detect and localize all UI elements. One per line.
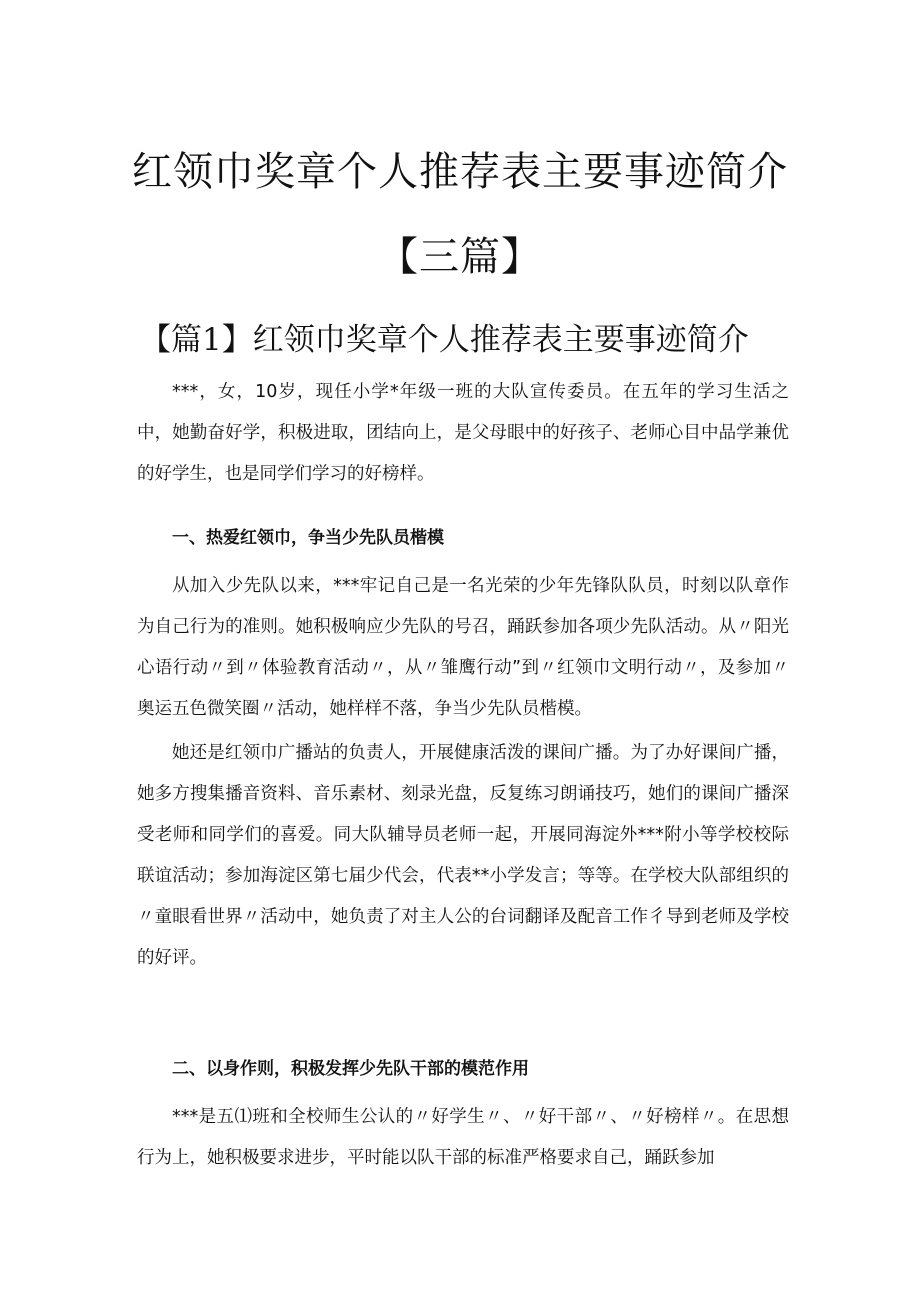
paragraph-1: 从加入少先队以来，***牢记自己是一名光荣的少年先锋队队员，时刻以队章作为自己行为的准则。她积极响应少先队的号召，踊跃参加各项少先队活动。从〃阳光心语行动〃到〃体验教育活动〃，从〃雏鹰行动”到〃红领巾文明行动〃，及参加〃奥运五色微笑圈〃活动，她样样不落，争当少先队员楷模。 [137, 576, 789, 719]
document-title: 红领巾奖章个人推荐表主要事迹简介 [132, 149, 788, 195]
subheading-1: 一、热爱红领巾，争当少先队员楷模 [172, 528, 444, 548]
paragraph-2: 她还是红领巾广播站的负责人，开展健康活泼的课间广播。为了办好课间广播，她多方搜集播音资料、音乐素材、刻录光盘，反复练习朗诵技巧，她们的课间广播深受老师和同学们的喜爱。同大队辅导员老师一起，开展同海淀外***附小等学校校际联谊活动；参加海淀区第七届少代会，代表**小学发言；等等。在学校大队部组织的〃童眼看世界〃活动中，她负责了对主人公的台词翻译及配音工作彳导到老师及学校的好评。 [137, 743, 789, 968]
document-title-suffix: 【三篇】 [378, 234, 542, 280]
paragraph-3: ***是五⑴班和全校师生公认的〃好学生〃、〃好干部〃、〃好榜样〃。在思想行为上，她积极要求进步，平时能以队干部的标准严格要求自己，踊跃参加 [137, 1107, 789, 1168]
intro-paragraph: ***，女，10岁，现任小学*年级一班的大队宣传委员。在五年的学习生活之中，她勤奋好学，积极进取，团结向上，是父母眼中的好孩子、老师心目中品学兼优的好学生，也是同学们学习的好榜样。 [137, 382, 789, 484]
section-heading: 【篇1】红领巾奖章个人推荐表主要事迹简介 [140, 322, 749, 358]
subheading-2: 二、以身作则，积极发挥少先队干部的模范作用 [172, 1059, 529, 1079]
